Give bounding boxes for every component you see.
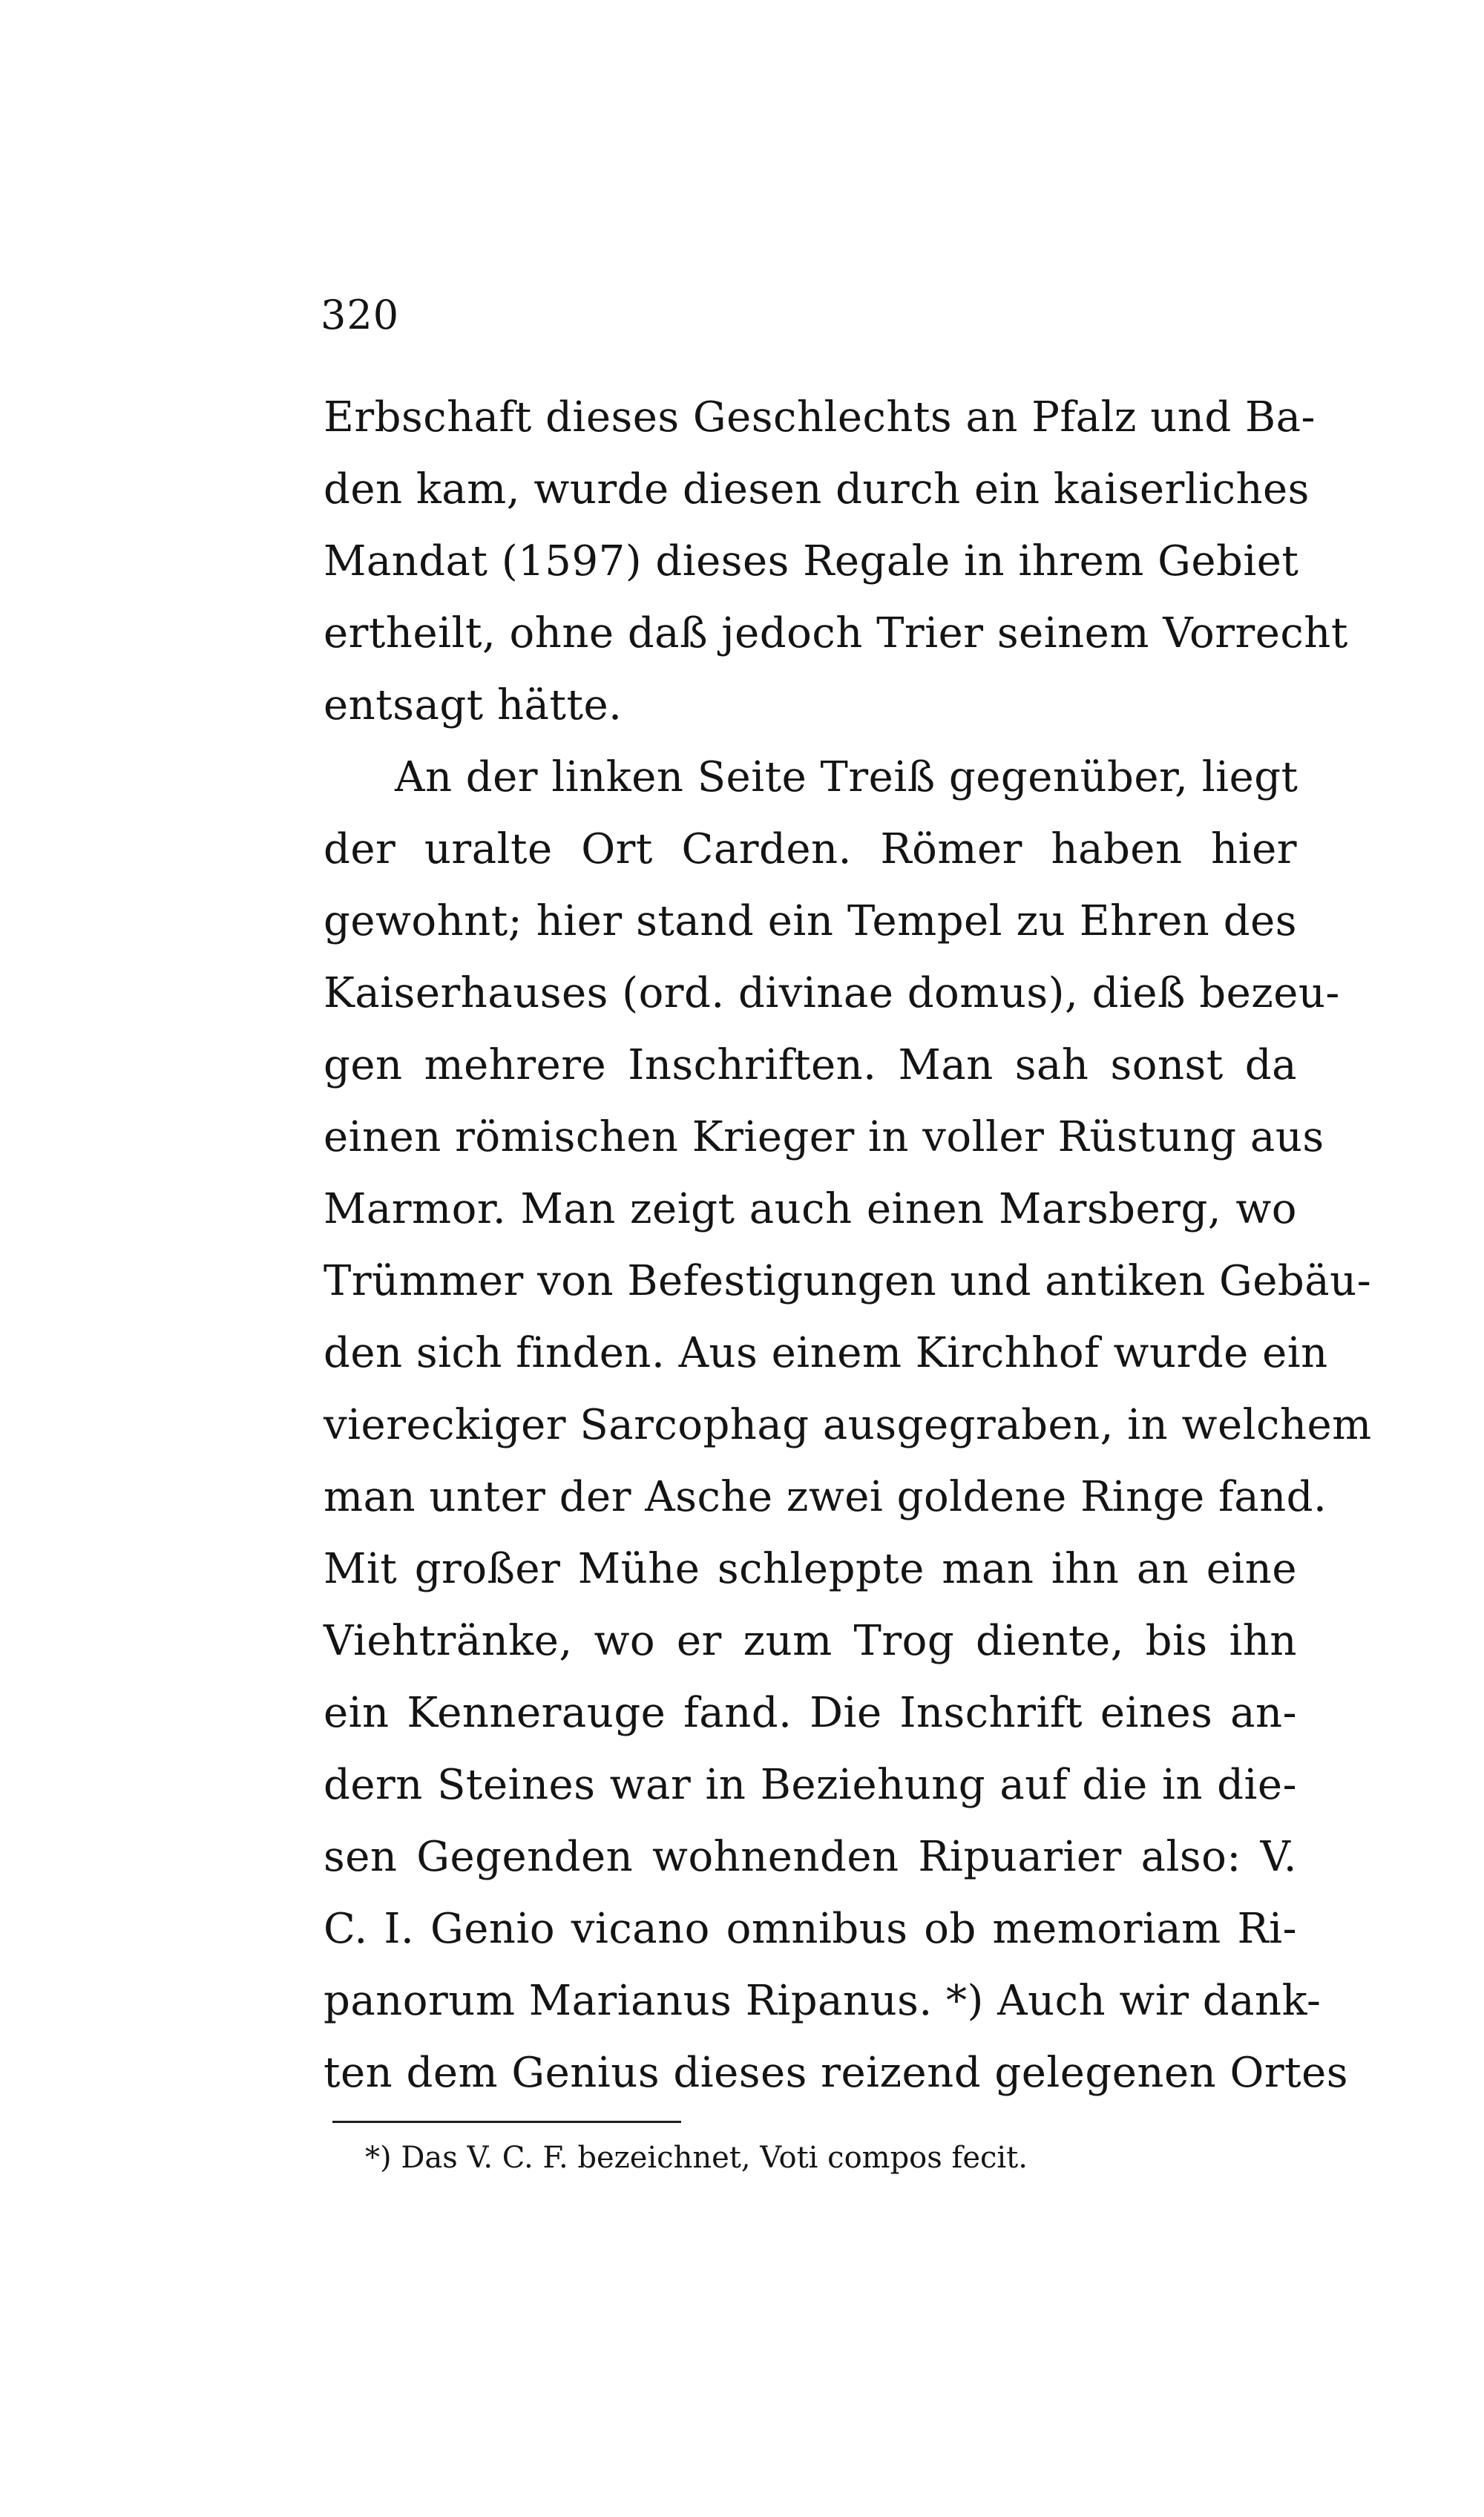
- text-line: panorum Marianus Ripanus. *) Auch wir dank-: [324, 1977, 1322, 2025]
- text-line: Viehtränke, wo er zum Trog diente, bis ihn: [324, 1617, 1297, 1665]
- text-line: der uralte Ort Carden. Römer haben hier: [324, 825, 1297, 873]
- text-line: Mit großer Mühe schleppte man ihn an eine: [324, 1545, 1297, 1593]
- text-line: gen mehrere Inschriften. Man sah sonst da: [324, 1041, 1297, 1089]
- text-line: ertheilt, ohne daß jedoch Trier seinem Vorrecht: [324, 609, 1348, 657]
- text-line: ten dem Genius dieses reizend gelegenen Ortes: [324, 2049, 1349, 2097]
- text-line: den sich finden. Aus einem Kirchhof wurde ein: [324, 1329, 1328, 1377]
- text-line: Erbschaft dieses Geschlechts an Pfalz und Ba-: [324, 393, 1316, 442]
- footnote: *) Das V. C. F. bezeichnet, Voti compos fecit.: [365, 2141, 1028, 2175]
- text-line: einen römischen Krieger in voller Rüstung aus: [324, 1113, 1324, 1161]
- text-line: Marmor. Man zeigt auch einen Marsberg, wo: [324, 1185, 1297, 1233]
- text-line: Trümmer von Befestigungen und antiken Gebäu-: [324, 1257, 1372, 1305]
- text-line: gewohnt; hier stand ein Tempel zu Ehren des: [324, 897, 1297, 945]
- footnote-separator: [332, 2121, 681, 2123]
- body-text: [324, 381, 1372, 2109]
- text-line: den kam, wurde diesen durch ein kaiserliches: [324, 465, 1310, 513]
- text-line: dern Steines war in Beziehung auf die in die-: [324, 1761, 1297, 1809]
- text-line: man unter der Asche zwei goldene Ringe fand.: [324, 1473, 1327, 1521]
- text-line: Mandat (1597) dieses Regale in ihrem Gebiet: [324, 537, 1299, 585]
- text-line: Kaiserhauses (ord. divinae domus), dieß bezeu-: [324, 969, 1340, 1017]
- text-line: An der linken Seite Treiß gegenüber, liegt: [395, 753, 1298, 801]
- page-number: 320: [321, 292, 400, 338]
- text-line: C. I. Genio vicano omnibus ob memoriam Ri-: [324, 1905, 1297, 1953]
- text-line: ein Kennerauge fand. Die Inschrift eines an-: [324, 1689, 1297, 1737]
- text-line: entsagt hätte.: [324, 681, 623, 729]
- text-line: sen Gegenden wohnenden Ripuarier also: V.: [324, 1833, 1297, 1881]
- text-line: viereckiger Sarcophag ausgegraben, in welchem: [324, 1401, 1372, 1449]
